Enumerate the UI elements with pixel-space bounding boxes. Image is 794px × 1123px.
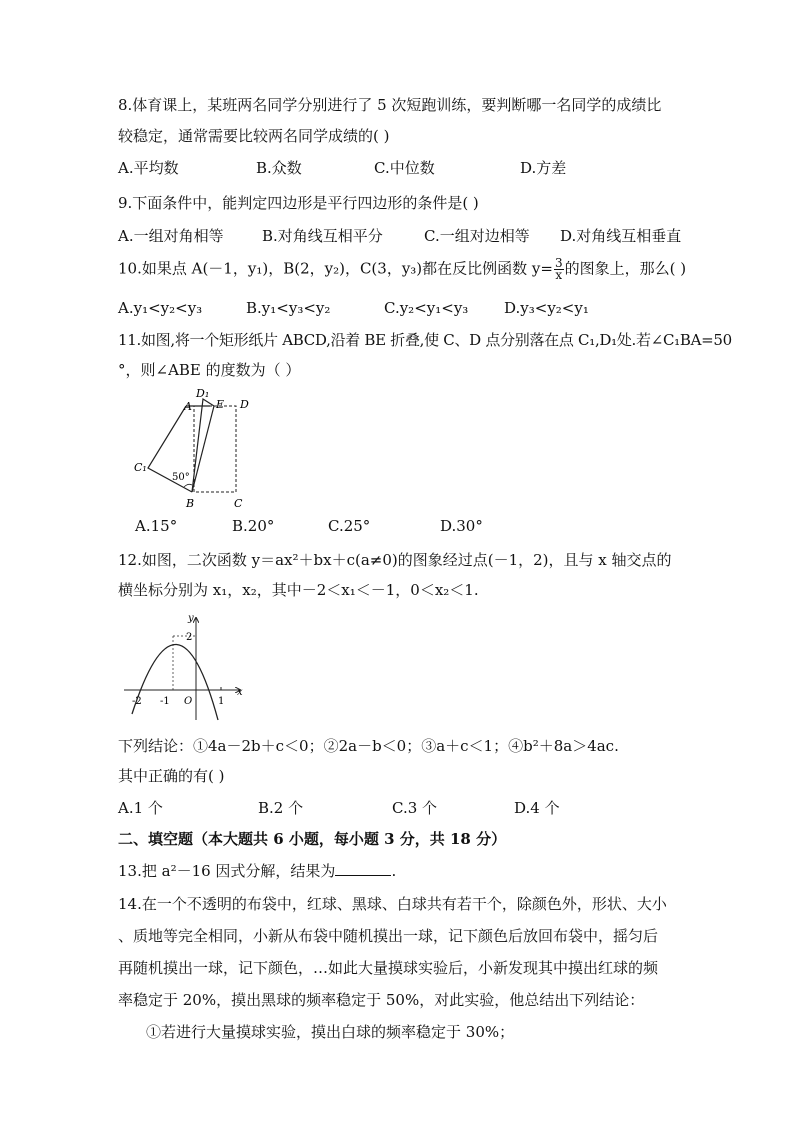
label-c: C [234, 497, 243, 510]
q14-line4: 率稳定于 20%，摸出黑球的频率稳定于 50%，对此实验，他总结出下列结论： [118, 991, 645, 1009]
axis-label-y: y [188, 613, 194, 624]
q9-option-a: A.一组对角相等 [118, 227, 224, 245]
label-c1: C₁ [134, 461, 147, 474]
q14-line2: 、质地等完全相同，小新从布袋中随机摸出一球，记下颜色后放回布袋中，摇匀后 [118, 927, 659, 945]
q10-option-b: B.y₁<y₃<y₂ [246, 299, 331, 317]
q14-line1: 14.在一个不透明的布袋中，红球、黑球、白球共有若干个，除颜色外，形状、大小 [118, 895, 667, 913]
q12-parabola-graph [118, 612, 248, 724]
q12-option-d: D.4 个 [514, 799, 560, 817]
q12-line3: 下列结论：①4a－2b＋c＜0；②2a－b＜0；③a＋c＜1；④b²＋8a＞4ac. [118, 737, 619, 755]
q13-answer-blank[interactable] [335, 861, 391, 876]
q13-line [118, 861, 396, 881]
q13-text-b: . [391, 862, 397, 880]
q12-line2: 横坐标分别为 x₁，x₂，其中－2＜x₁＜－1，0＜x₂＜1. [118, 581, 479, 599]
label-angle-50: 50° [172, 472, 190, 483]
q8-option-b: B.众数 [256, 159, 302, 177]
tick-label-1: 1 [218, 696, 225, 707]
q11-option-d: D.30° [440, 517, 483, 535]
q11-option-a: A.15° [135, 517, 178, 535]
q8-option-d: D.方差 [520, 159, 567, 177]
section-heading-fill-in: 二、填空题（本大题共 6 小题，每小题 3 分，共 18 分） [118, 830, 507, 848]
q9-option-d: D.对角线互相垂直 [560, 227, 682, 245]
q8-line1: 8.体育课上，某班两名同学分别进行了 5 次短跑训练，要判断哪一名同学的成绩比 [118, 96, 662, 114]
q12-option-c: C.3 个 [392, 799, 438, 817]
q10-text-a: 10.如果点 A(－1，y₁)，B(2，y₂)，C(3，y₃)都在反比例函数 y= [118, 259, 553, 278]
q11-option-c: C.25° [328, 517, 371, 535]
origin-label: O [184, 696, 193, 707]
tick-label-neg2: -2 [132, 696, 142, 707]
q9-line1: 9.下面条件中，能判定四边形是平行四边形的条件是( ) [118, 194, 479, 212]
q13-text-a: 13.把 a²－16 因式分解，结果为 [118, 862, 336, 880]
parabola-curve [132, 644, 218, 720]
q10-option-d: D.y₃<y₂<y₁ [504, 299, 589, 317]
tick-label-neg1: -1 [160, 696, 170, 707]
q8-line2: 较稳定，通常需要比较两名同学成绩的( ) [118, 127, 390, 145]
q9-option-c: C.一组对边相等 [424, 227, 530, 245]
label-d1: D₁ [196, 387, 210, 400]
q11-line2: °，则∠ABE 的度数为（ ） [118, 361, 301, 379]
q14-line3: 再随机摸出一球，记下颜色，…如此大量摸球实验后，小新发现其中摸出红球的频 [118, 959, 659, 977]
q11-line1: 11.如图,将一个矩形纸片 ABCD,沿着 BE 折叠,使 C、D 点分别落在点 C₁,D₁处.若∠C₁BA=50 [118, 331, 732, 349]
tick-label-2: 2 [186, 632, 193, 643]
label-a: A [184, 400, 192, 413]
q14-conclusion-1: ①若进行大量摸球实验，摸出白球的频率稳定于 30%； [146, 1023, 515, 1041]
q10-text-b: 的图象上，那么( ) [564, 259, 687, 278]
q8-option-c: C.中位数 [374, 159, 435, 177]
q10-line1 [118, 258, 686, 281]
angle-arc [184, 484, 192, 487]
q11-fold-figure [128, 384, 258, 514]
q10-option-c: C.y₂<y₁<y₃ [384, 299, 469, 317]
q9-option-b: B.对角线互相平分 [262, 227, 383, 245]
q12-line4: 其中正确的有( ) [118, 767, 225, 785]
q11-option-b: B.20° [232, 517, 275, 535]
q10-fraction-denominator: x [555, 268, 563, 282]
q10-fraction-numerator: 3 [554, 256, 563, 270]
q10-fraction [554, 258, 564, 281]
label-b: B [186, 497, 195, 510]
label-e: E [216, 398, 225, 411]
label-d: D [240, 398, 249, 411]
fold-line-be [192, 406, 214, 492]
q12-option-a: A.1 个 [118, 799, 163, 817]
q12-option-b: B.2 个 [258, 799, 304, 817]
q8-option-a: A.平均数 [118, 159, 179, 177]
q10-option-a: A.y₁<y₂<y₃ [118, 299, 203, 317]
axis-label-x: x [237, 687, 243, 698]
q12-line1: 12.如图，二次函数 y＝ax²＋bx＋c(a≠0)的图象经过点(－1，2)，且与 x 轴交点的 [118, 551, 672, 569]
